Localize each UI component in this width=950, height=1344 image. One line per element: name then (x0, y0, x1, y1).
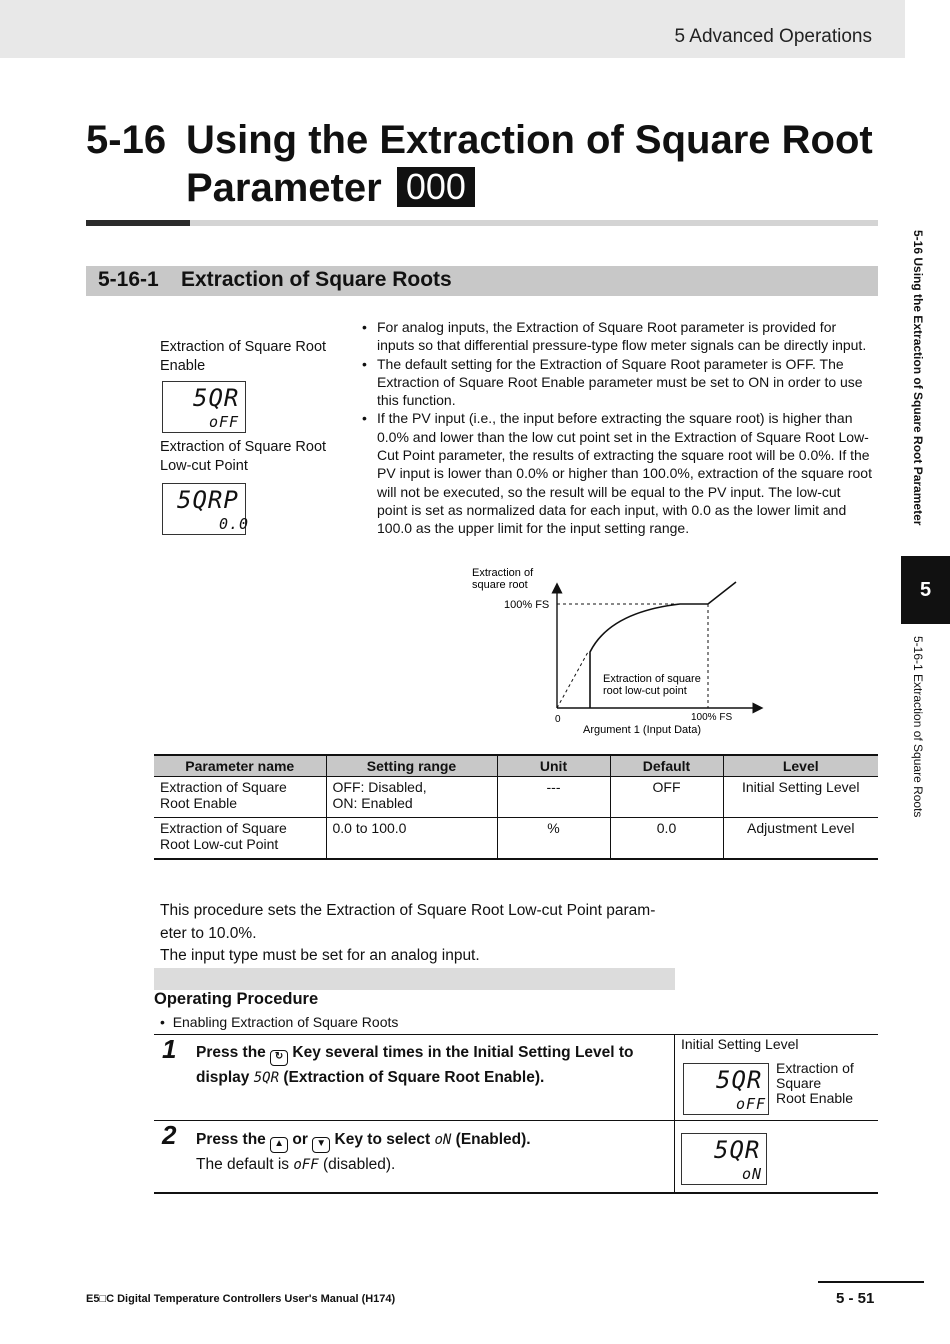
side-chapter-block: 5 (901, 556, 950, 624)
lcd-top-value: 5QR (193, 384, 240, 412)
step-1-panel-label: Extraction of Square Root Enable (776, 1060, 854, 1106)
procedure-bullet: • Enabling Extraction of Square Roots (160, 1014, 399, 1030)
title-rule-accent (86, 220, 190, 226)
lowcut-annotation-1: Extraction of square (603, 673, 701, 685)
key-up-icon: ▲ (270, 1137, 288, 1153)
section-number: 5-16-1 (98, 268, 159, 291)
step-1-text: Press the ↻ Key several times in the Initial Setting Level to display 5QR (Extraction of Square Root Enable). (196, 1044, 634, 1086)
segment-text: oN (434, 1132, 452, 1148)
section-title: Extraction of Square Roots (181, 268, 452, 291)
title-number: 5-16 (86, 118, 167, 162)
table-row (154, 776, 878, 817)
col-header: Default (610, 755, 723, 776)
lcd-display-step-1 (683, 1063, 769, 1115)
lcd-top-value: 5QR (714, 1136, 761, 1164)
lcd-display-step-2 (681, 1133, 767, 1185)
col-header: Level (723, 755, 878, 776)
y-axis-label-2: square root (472, 579, 528, 591)
table-header-row (154, 755, 878, 776)
title-badge: 000 (397, 167, 475, 207)
footer-rule (818, 1281, 924, 1283)
bullet-item: • If the PV input (i.e., the input before extracting the square root) is higher than 0.0% and lower than the low cut point set in the Extraction of Square Root Low-Cut Point parameter, the results of extracting the square root will be 0.0%. If the PV input is lower than 0.0% or higher than 100.0%, extraction of the square root will not be executed, so the result will be equal to the PV input. The low-cut point is set as normalized data for each input, with 0.0 as the lower limit and 100.0 as the upper limit for the input setting range. (362, 409, 874, 537)
param-label-enable: Extraction of Square Root Enable (160, 339, 327, 374)
cell-name: Extraction of Square Root Low-cut Point (154, 817, 326, 859)
title-line-1: Using the Extraction of Square Root (186, 118, 873, 162)
parameter-table (154, 754, 878, 860)
lcd-bottom-value: oFF (209, 413, 240, 431)
y-tick-label: 100% FS (504, 599, 550, 611)
col-header: Unit (497, 755, 610, 776)
procedure-column-divider (674, 1034, 675, 1192)
procedure-bottom-rule (154, 1192, 878, 1194)
origin-label: 0 (555, 714, 561, 725)
cell-default: 0.0 (610, 817, 723, 859)
cell-level: Initial Setting Level (723, 776, 878, 817)
param-label-lowcut: Extraction of Square Root Low-cut Point (160, 439, 327, 474)
step-number: 1 (162, 1034, 177, 1064)
step-2-text: Press the ▲ or ▼ Key to select oN (Enabled). The default is oFF (disabled). (196, 1131, 531, 1173)
title-line-2: Parameter 000 (186, 164, 475, 212)
lowcut-annotation-2: root low-cut point (603, 685, 687, 697)
below-cut-dashed (557, 652, 588, 708)
footer-manual-title: E5□C Digital Temperature Controllers User's Manual (H174) (86, 1293, 396, 1305)
cell-name: Extraction of Square Root Enable (154, 776, 326, 817)
col-header: Parameter name (154, 755, 326, 776)
procedure-mid-rule (154, 1120, 878, 1121)
lcd-top-value: 5QRP (177, 486, 239, 514)
lcd-display-enable (162, 381, 246, 433)
key-down-icon: ▼ (312, 1137, 330, 1153)
cell-level: Adjustment Level (723, 817, 878, 859)
cell-range: OFF: Disabled, ON: Enabled (326, 776, 497, 817)
step-1-panel-title: Initial Setting Level (681, 1036, 799, 1052)
procedure-top-rule (154, 1034, 878, 1035)
lcd-bottom-value: oFF (736, 1095, 767, 1113)
y-axis-label-1: Extraction of (472, 567, 534, 579)
cell-unit: % (497, 817, 610, 859)
step-number: 2 (162, 1120, 177, 1150)
procedure-heading: Operating Procedure (154, 990, 319, 1008)
procedure-intro: This procedure sets the Extraction of Square Root Low-cut Point param- eter to 10.0%. The input type must be set for an analog input. (160, 902, 656, 964)
title-rule (86, 220, 878, 226)
lcd-bottom-value: 0.0 (219, 515, 250, 533)
bullet-item: • For analog inputs, the Extraction of Square Root parameter is provided for inputs so that differential pressure-type flow meter signals can be directly input. (362, 318, 874, 355)
lcd-display-lowcut (162, 483, 250, 535)
col-header: Setting range (326, 755, 497, 776)
key-mode-icon: ↻ (270, 1050, 288, 1066)
cell-default: OFF (610, 776, 723, 817)
cell-range: 0.0 to 100.0 (326, 817, 497, 859)
square-root-diagram (460, 560, 780, 740)
procedure-heading-bar (154, 968, 675, 990)
bullet-item: • The default setting for the Extraction of Square Root parameter is OFF. The Extraction of Square Root Enable parameter must be set to ON in order to use this function. (362, 355, 874, 410)
cell-unit: --- (497, 776, 610, 817)
x-tick-label: 100% FS (691, 712, 733, 723)
segment-text: 5QR (253, 1070, 280, 1086)
segment-text: oFF (293, 1157, 319, 1173)
x-axis-label: Argument 1 (Input Data) (583, 724, 702, 736)
lcd-top-value: 5QR (716, 1066, 763, 1094)
chapter-header: 5 Advanced Operations (674, 26, 872, 47)
page-number: 5 - 51 (836, 1290, 875, 1307)
side-tab-section: 5-16 Using the Extraction of Square Root Parameter (911, 230, 925, 526)
lcd-bottom-value: oN (742, 1165, 763, 1183)
side-tab-subsection: 5-16-1 Extraction of Square Roots (911, 636, 925, 818)
description-bullets (362, 318, 874, 538)
table-row (154, 817, 878, 859)
